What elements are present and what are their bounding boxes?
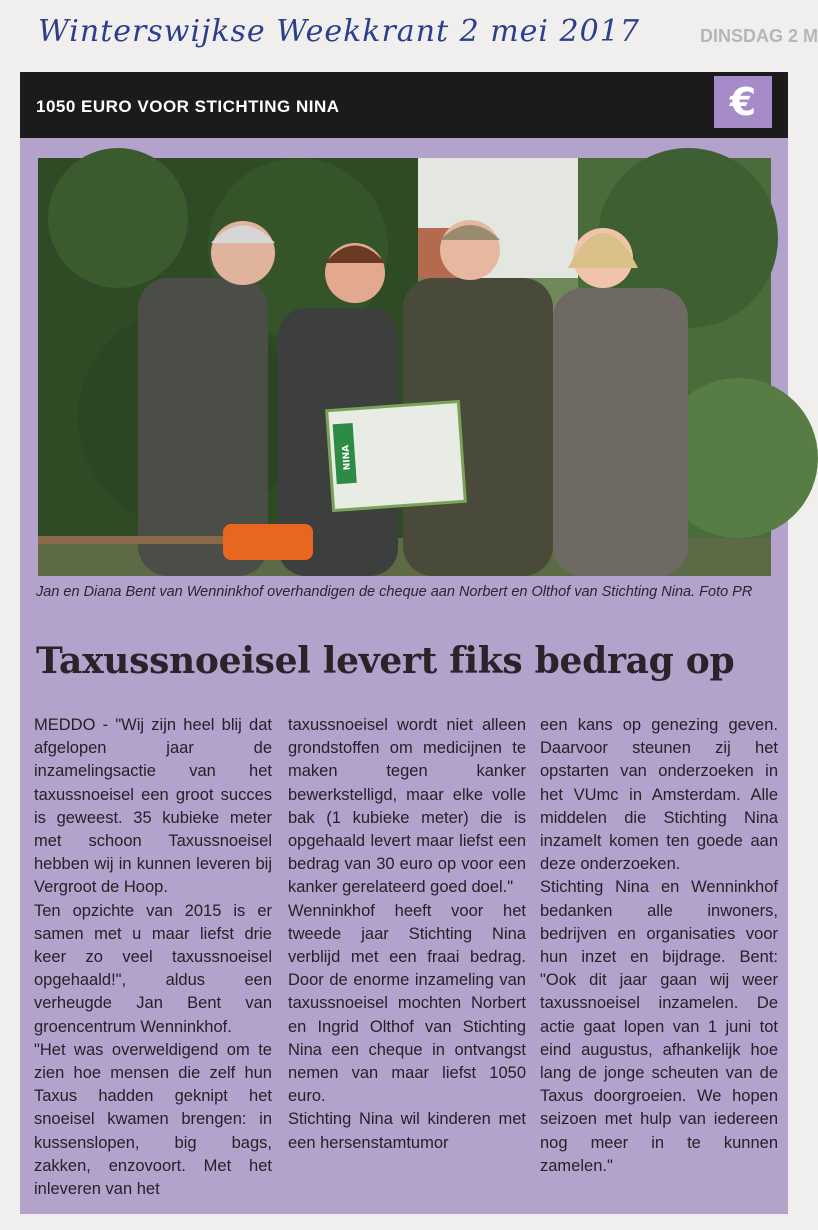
cheque-label: NINA [341,444,353,471]
euro-symbol: € [729,80,757,124]
newspaper-clipping [20,72,788,1214]
cheque [327,402,466,511]
section-header-bar [20,72,788,138]
hedge-texture-1 [48,148,188,288]
euro-icon [714,76,772,128]
article-paragraph: Stichting Nina en Wenninkhof bedanken alle inwoners, bedrijven en organisaties voor hun inzet en bijdrage. Bent: "Ook dit jaar gaan wij weer taxussnoeisel inzamelen. De actie gaat lopen van 1 juni tot eind augustus, afhankelijk hoe lang de jonge scheuten van de Taxus doorgroeien. We hopen seizoen met hulp van iedereen nog meer in te kunnen zamelen." [540,878,778,1175]
article-paragraph: een kans op genezing geven. Daarvoor steunen zij het opstarten van onderzoeken in het VUmc in Amsterdam. Alle middelen die Stichting Nina inzamelt komen ten goede aan deze onderzoeken. [540,716,778,874]
handwritten-source-note: Winterswijkse Weekkrant 2 mei 2017 [38,14,640,49]
trimmer-blade [38,536,238,544]
person-4-body [553,288,688,576]
article-paragraph: Ten opzichte van 2015 is er samen met u maar liefst drie keer zo veel taxussnoeisel opgehaald!", aldus een verheugde Jan Bent van groencentrum Wenninkhof. [34,901,272,1036]
article-paragraph: Wenninkhof heeft voor het tweede jaar Stichting Nina verblijd met een fraai bedrag. Door de enorme inzameling van taxussnoeisel mochten Norbert en Ingrid Olthof van Stichting Nina een cheque in ontvangst nemen van maar liefst 1050 euro. [288,901,526,1106]
article-headline: Taxussnoeisel levert fiks bedrag op [36,640,735,682]
photo-caption: Jan en Diana Bent van Wenninkhof overhandigen de cheque aan Norbert en Olthof van Stichting Nina. Foto PR [36,584,753,600]
article-photo [38,158,771,576]
article-paragraph: taxussnoeisel wordt niet alleen grondstoffen om medicijnen te maken tegen kanker bewerkstelligd, maar elke volle bak (1 kubieke meter) die is opgehaald levert maar liefst een bedrag van 30 euro op voor een kanker gerelateerd goed doel." [288,716,526,897]
article-column-2 [288,714,526,1204]
photo-illustration [38,158,771,576]
article-column-3 [540,714,778,1204]
article-paragraph: Stichting Nina wil kinderen met een hersenstamtumor [288,1110,526,1152]
article-column-1 [34,714,272,1204]
trimmer-motor [223,524,313,560]
section-header-title: 1050 EURO VOOR STICHTING NINA [36,97,340,116]
article-paragraph: "Het was overweldigend om te zien hoe mensen die zelf hun Taxus hadden geknipt het snoeisel kwamen brengen: in kussenslopen, big bags, zakken, enzovoort. Met het inleveren van het [34,1040,272,1199]
bleed-through-text: DINSDAG 2 M [700,26,818,46]
article-paragraph: MEDDO - "Wij zijn heel blij dat afgelopen jaar de inzamelingsactie van het taxussnoeisel een groot succes is geweest. 35 kubieke meter met schoon Taxussnoeisel hebben wij in kunnen leveren bij Vergroot de Hoop. [34,716,272,897]
